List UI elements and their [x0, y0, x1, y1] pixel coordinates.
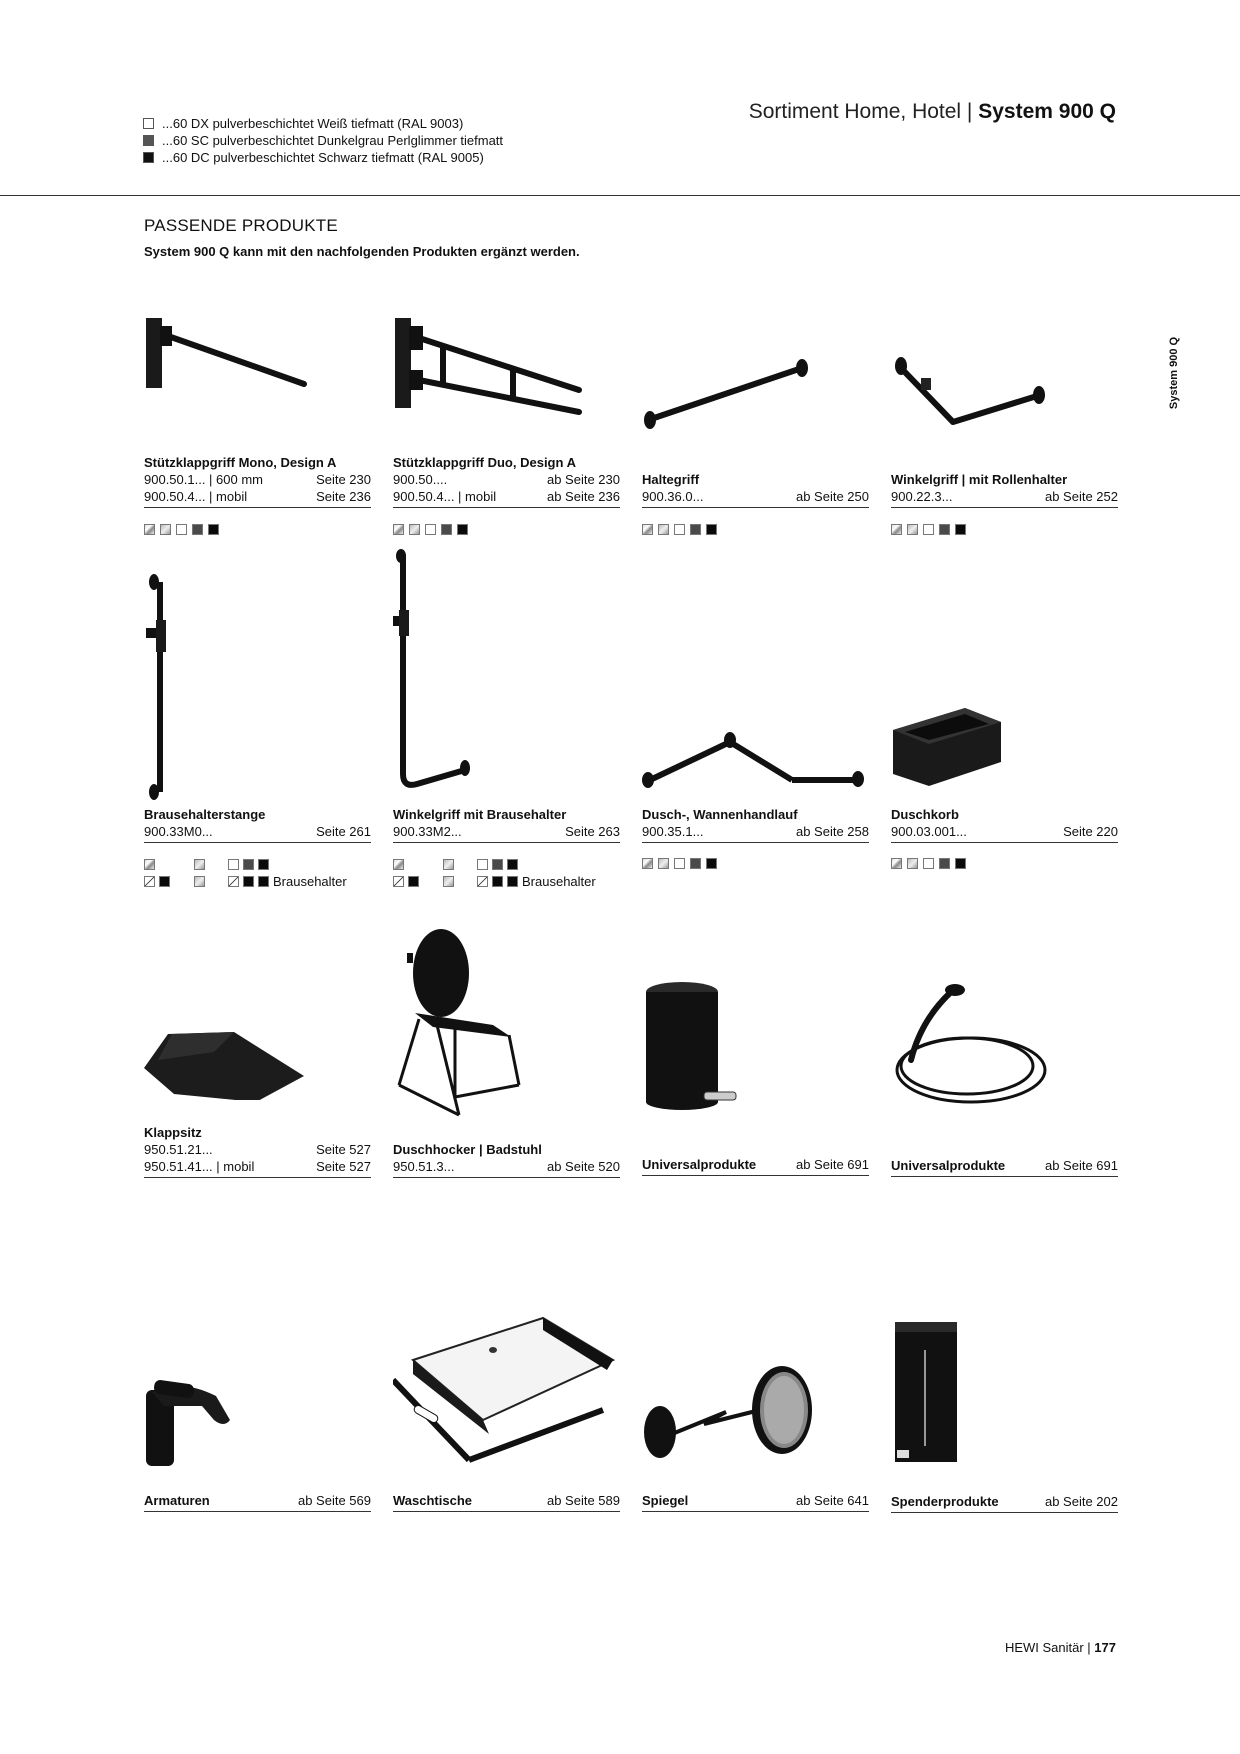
legend-row — [143, 115, 503, 132]
black-swatch-icon — [706, 524, 717, 535]
steel-swatch-icon — [443, 859, 454, 870]
page-ref: ab Seite 691 — [795, 1157, 869, 1172]
steel-swatch-icon — [409, 524, 420, 535]
page-ref: Seite 261 — [316, 824, 371, 839]
finish-swatches — [891, 524, 966, 535]
chrome-swatch-icon — [393, 859, 404, 870]
white-swatch-icon — [176, 524, 187, 535]
angled-shower-rail-icon — [393, 548, 620, 798]
grab-bar-icon — [642, 300, 869, 440]
steel-swatch-icon — [658, 524, 669, 535]
black-swatch-icon — [258, 859, 269, 870]
folding-seat-icon — [144, 1020, 371, 1100]
black-swatch-icon — [955, 524, 966, 535]
finish-swatch-grid — [144, 856, 347, 890]
article-number: 900.50.4... | mobil — [144, 489, 248, 504]
product-row — [891, 823, 1118, 840]
white-swatch-icon — [674, 524, 685, 535]
dark-grey-swatch-icon — [939, 858, 950, 869]
article-number: 950.51.21... — [144, 1142, 213, 1157]
product-info — [891, 1157, 1118, 1177]
side-tab-label — [1166, 335, 1180, 415]
product-info — [393, 454, 620, 508]
divider — [642, 507, 869, 508]
article-number: 900.50.... — [393, 472, 448, 487]
chrome-swatch-icon — [891, 524, 902, 535]
slashed-swatch-icon — [144, 876, 155, 887]
legend-row — [143, 132, 503, 149]
product-name: Winkelgriff mit Brausehalter — [393, 807, 567, 822]
product-info — [144, 454, 371, 508]
swatch-row — [393, 856, 596, 873]
product-info — [891, 806, 1118, 843]
product-row — [891, 488, 1118, 505]
article-number: 900.22.3... — [891, 489, 953, 504]
page-ref: ab Seite 520 — [546, 1159, 620, 1174]
steel-swatch-icon — [907, 524, 918, 535]
category-name: Universalprodukte — [891, 1158, 1006, 1173]
divider — [642, 1511, 869, 1512]
product-row — [393, 1158, 620, 1175]
chrome-swatch-icon — [393, 524, 404, 535]
product-row — [144, 1492, 371, 1509]
white-swatch-icon — [143, 118, 154, 129]
product-name: Haltegriff — [642, 472, 700, 487]
divider — [393, 507, 620, 508]
black-swatch-icon — [143, 152, 154, 163]
steel-swatch-icon — [194, 859, 205, 870]
article-number: 900.33M0... — [144, 824, 213, 839]
title-light: Sortiment Home, Hotel | — [748, 100, 979, 123]
white-swatch-icon — [923, 524, 934, 535]
shower-basket-icon — [891, 700, 1118, 790]
swatch-row — [393, 873, 596, 890]
white-swatch-icon — [425, 524, 436, 535]
page-ref: Seite 527 — [316, 1159, 371, 1174]
swatch-row — [144, 873, 347, 890]
finish-swatches — [891, 858, 966, 869]
legend-row — [143, 149, 503, 166]
footer-brand: HEWI Sanitär | — [1004, 1640, 1095, 1655]
grab-bar-fold-duo-icon — [393, 300, 620, 420]
product-row — [393, 471, 620, 488]
article-number: 950.51.3... — [393, 1159, 455, 1174]
page-title — [749, 100, 1116, 124]
product-info — [642, 471, 869, 508]
product-row — [393, 1492, 620, 1509]
page-ref: Seite 236 — [316, 489, 371, 504]
product-row — [144, 488, 371, 505]
page-ref: ab Seite 569 — [297, 1493, 371, 1508]
slashed-swatch-icon — [228, 876, 239, 887]
black-swatch-icon — [457, 524, 468, 535]
product-info — [891, 1493, 1118, 1513]
product-row — [642, 1492, 869, 1509]
category-name: Spenderprodukte — [891, 1494, 999, 1509]
chrome-swatch-icon — [144, 859, 155, 870]
product-name: Stützklappgriff Duo, Design A — [393, 455, 576, 470]
article-number: 950.51.41... | mobil — [144, 1159, 255, 1174]
product-row — [144, 1158, 371, 1175]
product-info — [642, 1492, 869, 1512]
black-swatch-icon — [159, 876, 170, 887]
page-ref: ab Seite 236 — [546, 489, 620, 504]
divider — [891, 1176, 1118, 1177]
dark-grey-swatch-icon — [192, 524, 203, 535]
article-number: 900.35.1... — [642, 824, 704, 839]
divider — [891, 1512, 1118, 1513]
product-info — [642, 1156, 869, 1176]
page-footer — [1005, 1640, 1116, 1655]
product-name: Brausehalterstange — [144, 807, 266, 822]
finish-legend — [143, 115, 503, 166]
finish-swatch-grid — [393, 856, 596, 890]
page-ref: ab Seite 258 — [795, 824, 869, 839]
white-swatch-icon — [228, 859, 239, 870]
dark-grey-swatch-icon — [690, 524, 701, 535]
white-swatch-icon — [477, 859, 488, 870]
product-row — [144, 823, 371, 840]
black-swatch-icon — [492, 876, 503, 887]
grab-bar-fold-mono-icon — [144, 300, 371, 400]
product-info — [144, 1124, 371, 1178]
mirror-icon — [642, 1360, 869, 1470]
steel-swatch-icon — [658, 858, 669, 869]
title-bold: System 900 Q — [978, 100, 1116, 123]
page-ref: ab Seite 202 — [1044, 1494, 1118, 1509]
dispenser-icon — [891, 1320, 1118, 1470]
product-row — [891, 1493, 1118, 1510]
product-row — [642, 1156, 869, 1173]
divider — [393, 842, 620, 843]
page-number: 177 — [1094, 1640, 1116, 1655]
white-swatch-icon — [674, 858, 685, 869]
page-ref: Seite 220 — [1063, 824, 1118, 839]
dark-grey-swatch-icon — [690, 858, 701, 869]
page-ref: ab Seite 250 — [795, 489, 869, 504]
slashed-swatch-icon — [393, 876, 404, 887]
article-number: 900.03.001... — [891, 824, 967, 839]
shower-chair-icon — [393, 925, 620, 1120]
section-title: PASSENDE PRODUKTE — [144, 216, 338, 235]
swatch-row — [144, 856, 347, 873]
category-name: Universalprodukte — [642, 1157, 757, 1172]
page-ref: Seite 263 — [565, 824, 620, 839]
black-swatch-icon — [408, 876, 419, 887]
page-ref: Seite 230 — [316, 472, 371, 487]
page-ref: ab Seite 589 — [546, 1493, 620, 1508]
black-swatch-icon — [243, 876, 254, 887]
product-info — [144, 806, 371, 843]
product-name: Dusch-, Wannenhandlauf — [642, 807, 798, 822]
article-number: 900.50.4... | mobil — [393, 489, 497, 504]
product-row — [642, 488, 869, 505]
product-info — [393, 1492, 620, 1512]
angled-grab-bar-icon — [891, 300, 1118, 440]
category-name: Waschtische — [393, 1493, 472, 1508]
product-name: Duschhocker | Badstuhl — [393, 1142, 542, 1157]
page-ref: ab Seite 641 — [795, 1493, 869, 1508]
chrome-swatch-icon — [642, 524, 653, 535]
article-number: 900.36.0... — [642, 489, 704, 504]
divider — [891, 842, 1118, 843]
steel-swatch-icon — [194, 876, 205, 887]
product-name: Winkelgriff | mit Rollenhalter — [891, 472, 1068, 487]
divider — [144, 507, 371, 508]
divider — [891, 507, 1118, 508]
dark-grey-swatch-icon — [243, 859, 254, 870]
finish-swatches — [642, 524, 717, 535]
product-row — [144, 1141, 371, 1158]
product-info — [144, 1492, 371, 1512]
divider — [642, 1175, 869, 1176]
product-row — [144, 471, 371, 488]
dark-grey-swatch-icon — [939, 524, 950, 535]
page-ref: ab Seite 691 — [1044, 1158, 1118, 1173]
shower-hose-icon — [891, 980, 1118, 1120]
black-swatch-icon — [507, 859, 518, 870]
divider — [144, 1177, 371, 1178]
black-swatch-icon — [258, 876, 269, 887]
divider — [393, 1511, 620, 1512]
product-name: Stützklappgriff Mono, Design A — [144, 455, 337, 470]
divider — [144, 1511, 371, 1512]
divider — [144, 842, 371, 843]
product-info — [642, 806, 869, 843]
black-swatch-icon — [706, 858, 717, 869]
steel-swatch-icon — [160, 524, 171, 535]
divider — [642, 842, 869, 843]
steel-swatch-icon — [443, 876, 454, 887]
product-row — [393, 823, 620, 840]
swatch-note: Brausehalter — [522, 874, 596, 889]
product-row — [393, 488, 620, 505]
product-name: Klappsitz — [144, 1125, 202, 1140]
dark-grey-swatch-icon — [441, 524, 452, 535]
legend-text: ...60 DC pulverbeschichtet Schwarz tiefmatt (RAL 9005) — [162, 150, 484, 165]
product-row — [891, 1157, 1118, 1174]
legend-text: ...60 DX pulverbeschichtet Weiß tiefmatt (RAL 9003) — [162, 116, 464, 131]
page-ref: ab Seite 252 — [1044, 489, 1118, 504]
page-ref: ab Seite 230 — [546, 472, 620, 487]
steel-swatch-icon — [907, 858, 918, 869]
black-swatch-icon — [507, 876, 518, 887]
section-subtitle: System 900 Q kann mit den nachfolgenden Produkten ergänzt werden. — [144, 244, 580, 259]
faucet-icon — [144, 1380, 371, 1470]
black-swatch-icon — [208, 524, 219, 535]
legend-text: ...60 SC pulverbeschichtet Dunkelgrau Perlglimmer tiefmatt — [162, 133, 504, 148]
swatch-note: Brausehalter — [273, 874, 347, 889]
chrome-swatch-icon — [642, 858, 653, 869]
black-swatch-icon — [955, 858, 966, 869]
finish-swatches — [393, 524, 468, 535]
chrome-swatch-icon — [891, 858, 902, 869]
finish-swatches — [144, 524, 219, 535]
divider — [393, 1177, 620, 1178]
washbasin-icon — [393, 1310, 620, 1470]
category-name: Armaturen — [144, 1493, 210, 1508]
product-name: Duschkorb — [891, 807, 959, 822]
page-ref: Seite 527 — [316, 1142, 371, 1157]
slashed-swatch-icon — [477, 876, 488, 887]
product-info — [393, 806, 620, 843]
dark-grey-swatch-icon — [492, 859, 503, 870]
header-divider — [0, 195, 1240, 196]
product-info — [393, 1141, 620, 1178]
finish-swatches — [642, 858, 717, 869]
product-info — [891, 471, 1118, 508]
corner-handrail-icon — [642, 700, 869, 790]
dark-grey-swatch-icon — [143, 135, 154, 146]
chrome-swatch-icon — [144, 524, 155, 535]
category-name: Spiegel — [642, 1493, 689, 1508]
shower-rail-icon — [144, 570, 371, 800]
product-row — [642, 823, 869, 840]
white-swatch-icon — [923, 858, 934, 869]
side-tab-text: System 900 Q — [1168, 336, 1180, 410]
waste-bin-icon — [642, 980, 869, 1120]
article-number: 900.33M2... — [393, 824, 462, 839]
article-number: 900.50.1... | 600 mm — [144, 472, 263, 487]
